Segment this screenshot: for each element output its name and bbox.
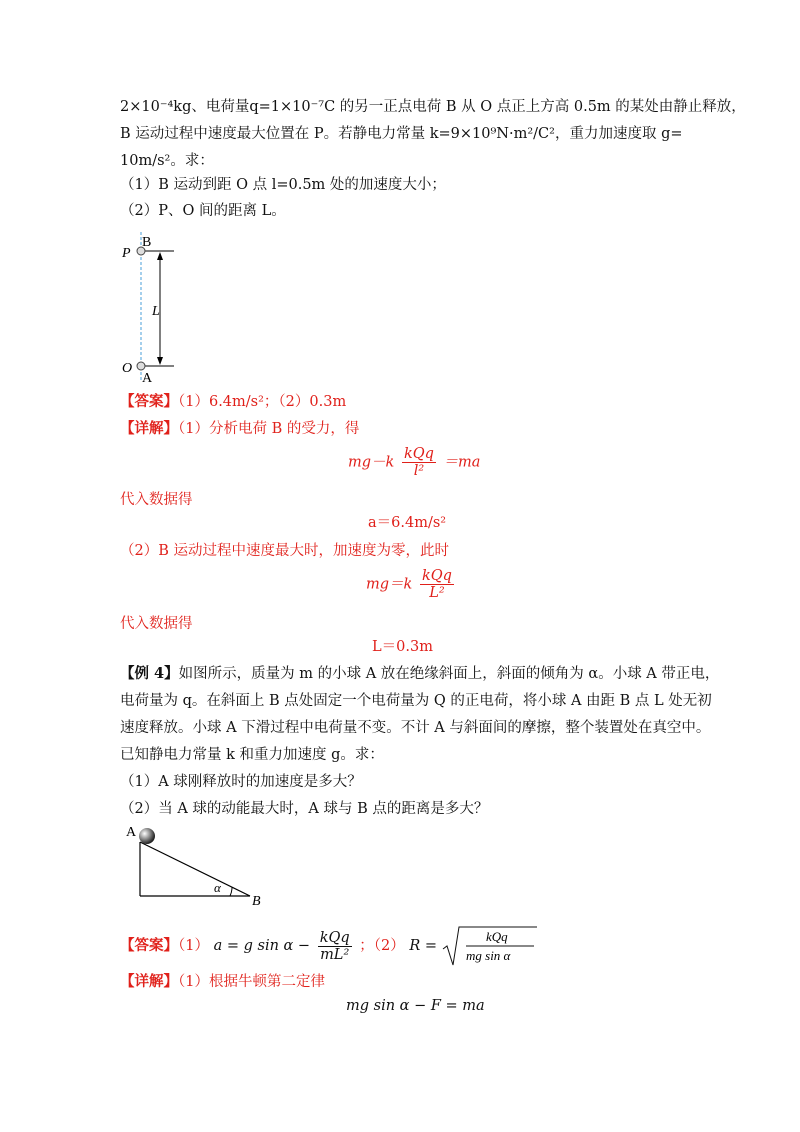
problem3-line1: 2×10⁻⁴kg、电荷量q=1×10⁻⁷C 的另一正点电荷 B 从 O 点正上方高 0.5m 的某处由静止释放， xyxy=(120,99,746,115)
eq3-left: mg＝k xyxy=(366,576,413,593)
answer2-formula xyxy=(409,929,537,963)
eq3-numerator: kQq xyxy=(421,568,452,584)
problem4-eq1-text: mg sin α − F = ma xyxy=(346,998,485,1014)
label-B: B xyxy=(142,235,152,250)
detail-tag: 【详解】 xyxy=(120,420,178,437)
detail-text: （1）分析电荷 B 的受力，得 xyxy=(178,421,360,437)
charge-A-ball xyxy=(137,362,145,370)
arrow-head-up xyxy=(157,252,163,260)
answer2-numerator: kQq xyxy=(485,929,508,944)
label-P: P xyxy=(122,246,131,261)
incline-label-B: B xyxy=(252,894,261,909)
arrow-head-down xyxy=(157,357,163,365)
equation-1 xyxy=(348,446,480,479)
eq1-numerator: kQq xyxy=(403,446,434,462)
incline-label-A: A xyxy=(126,825,137,840)
answer1-left: a = g sin α − xyxy=(213,938,311,954)
problem4-line3: 速度释放。小球 A 下滑过程中电荷量不变。不计 A 与斜面间的摩擦，整个装置处在真空中。 xyxy=(120,720,711,736)
answer-text: （1）6.4m/s²；（2）0.3m xyxy=(178,394,347,410)
answer1-numerator: kQq xyxy=(319,929,350,946)
problem4-question1: （1）A 球刚释放时的加速度是多大？ xyxy=(120,774,362,790)
answer-tag: 【答案】 xyxy=(120,393,178,410)
problem3-question2: （2）P、O 间的距离 L。 xyxy=(120,203,286,219)
problem4-tag: 【例 4】 xyxy=(120,665,179,682)
angle-arc xyxy=(230,887,232,896)
eq1-fraction xyxy=(402,446,436,479)
substitute-line-2: 代入数据得 xyxy=(120,616,193,632)
detail-line xyxy=(120,419,359,439)
eq3-fraction xyxy=(420,568,454,601)
ball-A xyxy=(139,828,155,844)
figure-vertical-charges xyxy=(112,232,192,387)
problem4-detail-text: （1）根据牛顿第二定律 xyxy=(178,974,325,990)
eq1-denominator: l² xyxy=(413,463,425,479)
problem4-detail-tag: 【详解】 xyxy=(120,973,178,990)
problem3-line3: 10m/s²。求： xyxy=(120,153,214,169)
answer1-denominator: mL² xyxy=(320,946,350,963)
equation-3 xyxy=(366,568,457,601)
equation-2: a＝6.4m/s² xyxy=(368,515,447,531)
equation-4: L＝0.3m xyxy=(372,639,433,655)
substitute-line-1: 代入数据得 xyxy=(120,492,193,508)
problem4-answer-tag: 【答案】 xyxy=(120,937,178,954)
label-O: O xyxy=(122,361,133,376)
answer1-formula xyxy=(213,929,360,963)
problem4-line4: 已知静电力常量 k 和重力加速度 g。求： xyxy=(120,747,384,763)
problem4-answer-line xyxy=(120,925,538,967)
incline-label-alpha: α xyxy=(214,880,221,895)
problem4-text-1: 如图所示，质量为 m 的小球 A 放在绝缘斜面上，斜面的倾角为 α。小球 A 带正电， xyxy=(178,666,720,682)
figure-incline xyxy=(120,822,270,912)
incline-slope xyxy=(140,842,250,896)
problem3-line2: B 运动过程中速度最大位置在 P。若静电力常量 k=9×10⁹N·m²/C²，重力加速度取 g= xyxy=(120,126,683,142)
answer-separator: ；（2） xyxy=(359,938,405,954)
problem3-question1: （1）B 运动到距 O 点 l=0.5m 处的加速度大小； xyxy=(120,177,446,193)
problem4-question2: （2）当 A 球的动能最大时，A 球与 B 点的距离是多大？ xyxy=(120,801,489,817)
answer2-denominator: mg sin α xyxy=(465,948,511,963)
problem4-equation-1 xyxy=(346,996,485,1016)
detail-part-2: （2）B 运动过程中速度最大时，加速度为零，此时 xyxy=(120,543,449,559)
label-A: A xyxy=(142,371,153,386)
answer1-fraction xyxy=(318,930,352,963)
problem4-line1 xyxy=(120,664,719,684)
eq3-denominator: L² xyxy=(429,585,445,601)
answer-line xyxy=(120,392,346,412)
answer2-left: R = xyxy=(409,938,438,954)
problem4-answer-prefix: （1） xyxy=(178,938,209,954)
eq1-right: ＝ma xyxy=(443,454,481,471)
problem4-line2: 电荷量为 q。在斜面上 B 点处固定一个电荷量为 Q 的正电荷，将小球 A 由距 B 点 L 处无初 xyxy=(120,693,712,709)
sqrt-symbol xyxy=(442,925,538,967)
eq1-left: mg－k xyxy=(348,454,395,471)
problem4-detail-line xyxy=(120,972,325,992)
label-L: L xyxy=(152,304,160,319)
